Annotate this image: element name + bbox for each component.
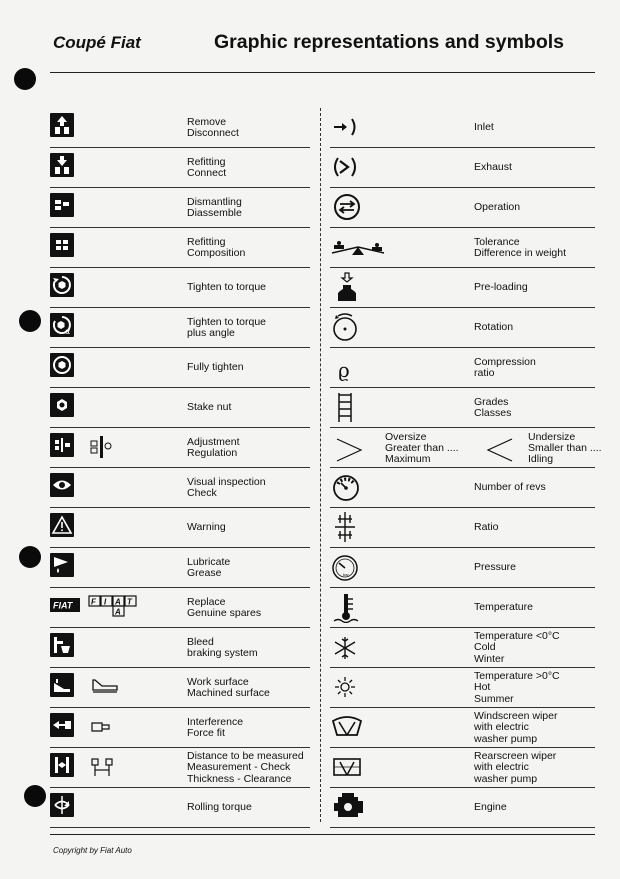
row-text-line: Grease [187,567,222,579]
symbol-row [50,508,310,548]
row-text-line: Remove [187,115,227,128]
torque-angle-icon [50,313,74,337]
row-text-line: with electric [474,761,529,774]
row-text-line: washer pump [474,772,538,785]
row-text-line: Composition [187,247,246,259]
row-text-line: Refitting [187,155,226,168]
svg-text:α: α [65,327,71,336]
compare-row [330,428,602,468]
eye-icon [50,473,74,497]
row-text-line: Distance to be measured [187,749,304,762]
svg-text:ϱ: ϱ [338,358,350,382]
row-text-line: Rolling torque [187,801,252,814]
row-text-line: with electric [474,721,529,734]
fully-tighten-icon [50,353,74,377]
row-text-line: ratio [474,367,495,379]
svg-text:F: F [91,597,96,607]
row-text-line: Cold [474,641,496,654]
rolling-torque-icon [50,793,74,817]
row-text-line: Adjustment [187,435,240,448]
row-text-line: Summer [474,692,514,705]
warning-icon [50,513,74,537]
symbol-row [50,708,310,748]
row-text-line: Tighten to torque [187,315,266,328]
row-text-line: Replace [187,595,226,608]
row-text-line: Pre-loading [474,281,528,294]
snowflake-icon [330,631,370,663]
row-text-line: Dismantling [187,195,242,208]
row-text-line: Check [187,487,217,499]
page-title: Graphic representations and symbols [214,31,565,53]
row-text-line: Engine [474,801,507,814]
binder-hole [19,546,41,568]
row-text-line: Inlet [474,121,494,134]
symbol-row [50,148,310,188]
adjustment-icon [50,433,74,457]
torque-icon [50,273,74,297]
binder-hole [24,785,46,807]
row-text-line: Exhaust [474,161,512,174]
distance-icon [50,753,74,777]
row-text-line: Interference [187,715,244,728]
lubricate-icon [50,553,74,577]
symbol-row [50,748,310,788]
row-text-line: Windscreen wiper [474,709,558,722]
undersize-line: Undersize [528,430,576,443]
symbol-row [50,588,310,628]
copyright: Copyright by Fiat Auto [53,846,132,855]
symbol-row [330,748,595,788]
row-text-line: Hot [474,681,491,694]
svg-text:I: I [104,597,107,607]
refit-connect-icon [50,153,74,177]
symbol-row [50,348,310,388]
row-text-line: Ratio [474,521,499,534]
row-text-line: Thickness - Clearance [187,772,292,785]
compression-icon [330,351,370,383]
symbol-row [330,188,595,228]
exhaust-icon [330,151,370,183]
symbol-row [50,228,310,268]
svg-text:bar: bar [343,572,349,577]
row-text-line: Pressure [474,561,517,574]
row-text-line: Bleed [187,635,214,648]
inlet-icon [330,111,370,143]
symbol-row [50,468,310,508]
symbol-row [50,788,310,828]
footer-rule [50,834,595,835]
symbol-row [330,628,595,668]
force-fit-icon [90,718,112,736]
undersize-line: Smaller than .... [528,441,602,454]
machined-surface-icon [90,676,120,698]
tolerance-icon [328,231,388,263]
symbol-row [330,508,595,548]
symbol-row [330,228,595,268]
row-text-line: washer pump [474,732,538,745]
row-text-line: Work surface [187,675,249,688]
symbol-row [50,428,310,468]
row-text-line: Diassemble [187,207,242,219]
row-text-line: Tighten to torque [187,281,266,294]
row-text-line: Stake nut [187,401,232,414]
row-text-line: Temperature >0°C [474,669,560,682]
symbol-row [330,668,595,708]
row-text-line: Measurement - Check [187,761,291,774]
row-text-line: braking system [187,647,258,659]
symbol-row [330,388,595,428]
symbol-row [330,148,595,188]
row-text-line: Tolerance [474,235,520,248]
row-text-line: Lubricate [187,555,231,568]
row-text-line: Winter [474,652,505,665]
revs-icon [330,471,370,503]
symbol-row [50,668,310,708]
fiat-logo-icon [50,598,80,612]
symbol-row [50,628,310,668]
remove-icon [50,113,74,137]
measurement-icon [90,756,116,778]
symbol-row [330,468,595,508]
symbol-row [50,548,310,588]
work-surface-icon [50,673,74,697]
greater-than-icon [334,436,364,464]
row-text-line: Rotation [474,321,514,334]
oversize-line: Oversize [385,430,427,443]
row-text-line: Difference in weight [474,247,567,259]
rearscreen-wiper-icon [330,751,370,783]
model-name: Coupé Fiat [53,33,141,52]
preload-icon [330,271,370,303]
row-text-line: Rearscreen wiper [474,749,557,762]
row-text-line: Warning [187,521,226,534]
svg-text:A: A [115,607,121,617]
symbol-row [330,308,595,348]
row-text-line: Force fit [187,727,225,739]
composition-icon [50,233,74,257]
svg-text:A: A [115,597,121,607]
rotation-icon [330,311,370,343]
dismantle-icon [50,193,74,217]
operation-icon [330,191,370,223]
symbol-row [330,348,595,388]
row-text-line: Number of revs [474,481,546,494]
row-text-line: Disconnect [187,127,239,139]
row-text-line: Regulation [187,447,238,459]
symbol-row [330,708,595,748]
symbol-row [330,268,595,308]
windscreen-wiper-icon [330,711,370,743]
row-text-line: Visual inspection [187,475,266,488]
row-text-line: Compression [474,355,536,368]
undersize-line: Idling [528,452,554,465]
interference-icon [50,713,74,737]
row-text-line: Grades [474,395,509,408]
row-text-line: Genuine spares [187,607,262,619]
adjustment-secondary-icon [88,434,114,460]
symbol-row [330,548,595,588]
row-text-line: Temperature <0°C [474,629,560,642]
row-text-line: Refitting [187,235,226,248]
symbol-row [330,108,595,148]
bleed-icon [50,633,74,657]
symbol-row [50,108,310,148]
binder-hole [19,310,41,332]
row-text-line: Fully tighten [187,361,244,374]
grades-icon [330,391,370,423]
header-rule [50,72,595,73]
row-text-line: Operation [474,201,521,214]
thermometer-icon [330,591,370,623]
oversize-line: Maximum [385,452,431,465]
engine-icon [330,791,370,823]
stake-nut-icon [50,393,74,417]
symbol-row [50,388,310,428]
symbol-row [330,588,595,628]
row-text-line: Temperature [474,601,533,614]
binder-hole [14,68,36,90]
symbol-row [50,308,310,348]
row-text-line: Classes [474,407,512,419]
row-text-line: Connect [187,167,227,179]
genuine-spares-icon [88,595,138,617]
less-than-icon [485,436,515,464]
symbol-row [330,788,595,828]
row-text-line: plus angle [187,327,235,339]
svg-text:FIAT: FIAT [53,600,73,611]
sun-icon [330,671,370,703]
oversize-line: Greater than .... [385,441,459,454]
symbol-row [50,188,310,228]
pressure-icon [330,551,370,583]
row-text-line: Machined surface [187,687,270,699]
symbol-row [50,268,310,308]
svg-text:T: T [127,597,132,607]
ratio-icon [330,511,370,543]
